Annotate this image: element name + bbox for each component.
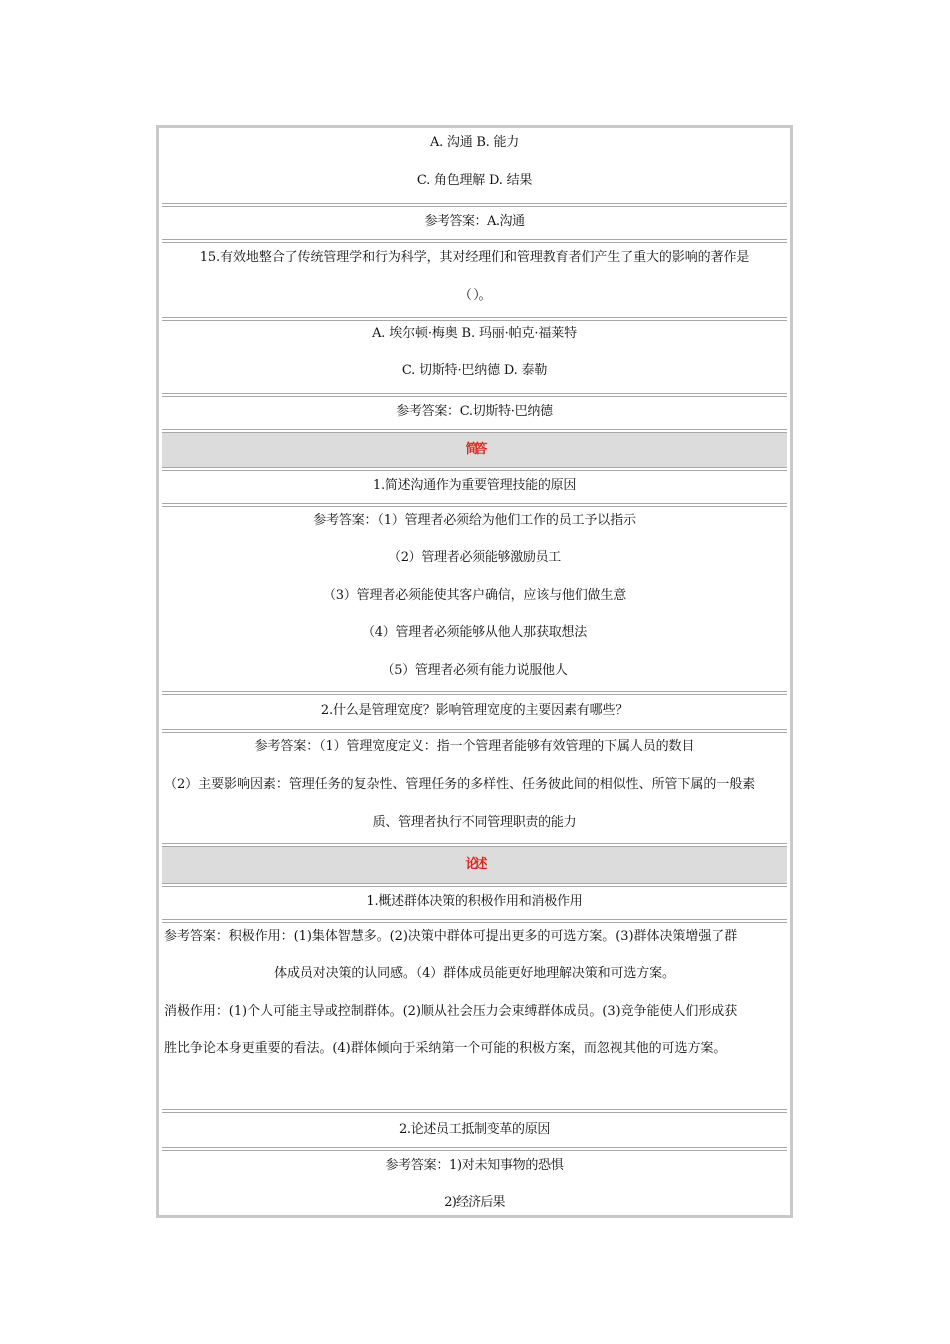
- es2-answer-line: 参考答案：1)对未知事物的恐惧: [385, 1158, 564, 1173]
- qa-table: [156, 125, 793, 1218]
- sa1-answer-line: （3）管理者必须能使其客户确信，应该与他们做生意: [322, 588, 627, 603]
- sa2-answer-row: [162, 732, 787, 844]
- sa2-answer-line: （2）主要影响因素：管理任务的复杂性、管理任务的多样性、任务彼此间的相似性、所管下属的一般素: [164, 777, 756, 792]
- es1-answer-line: 参考答案：积极作用：(1)集体智慧多。(2)决策中群体可提出更多的可选方案。(3)群体决策增强了群: [164, 929, 738, 944]
- sa1-question-row: [162, 470, 787, 504]
- sa1-question: 1.简述沟通作为重要管理技能的原因: [372, 478, 577, 493]
- sa1-answer-row: [162, 506, 787, 692]
- sa1-answer-line: （4）管理者必须能够从他人那获取想法: [361, 625, 588, 640]
- sa2-question-row: [162, 694, 787, 730]
- sa1-answer-line: （2）管理者必须能够激励员工: [388, 550, 561, 565]
- es2-question: 2.论述员工抵制变革的原因: [398, 1122, 551, 1137]
- q14-options-line-1: A. 沟通 B. 能力: [429, 135, 519, 150]
- es2-answer-row: [162, 1150, 787, 1215]
- es1-question: 1.概述群体决策的积极作用和消极作用: [366, 894, 583, 909]
- q15-answer-row: [162, 396, 787, 430]
- section-title-short-answer: 简答: [465, 442, 484, 457]
- section-header-short-answer: [162, 432, 787, 468]
- q15-question-line-1: 15.有效地整合了传统管理学和行为科学，其对经理们和管理教育者们产生了重大的影响的著作是: [199, 250, 750, 265]
- q14-options-row: [162, 128, 787, 204]
- section-title-essay: 论述: [465, 857, 484, 872]
- sa1-answer-line: （5）管理者必须有能力说服他人: [381, 663, 568, 678]
- es1-answer-line: 消极作用：(1)个人可能主导或控制群体。(2)顺从社会压力会束缚群体成员。(3)竞争能使人们形成获: [164, 1004, 738, 1019]
- q15-answer: 参考答案：C.切斯特·巴纳德: [396, 404, 553, 419]
- q15-options-line-2: C. 切斯特·巴纳德 D. 泰勒: [401, 363, 548, 378]
- q15-options-line-1: A. 埃尔顿·梅奥 B. 玛丽·帕克·福莱特: [372, 326, 577, 341]
- q14-answer: 参考答案：A.沟通: [424, 214, 525, 229]
- q14-options-line-2: C. 角色理解 D. 结果: [416, 173, 533, 188]
- q15-question-row: [162, 242, 787, 318]
- es1-answer-line: 体成员对决策的认同感。（4）群体成员能更好地理解决策和可选方案。: [274, 966, 675, 981]
- sa2-question: 2.什么是管理宽度？影响管理宽度的主要因素有哪些？: [320, 703, 629, 718]
- es1-question-row: [162, 886, 787, 920]
- sa2-answer-line: 参考答案：（1）管理宽度定义：指一个管理者能够有效管理的下属人员的数目: [254, 739, 695, 754]
- es1-answer-row: [162, 922, 787, 1110]
- q15-question-line-2: （ ）。: [458, 288, 491, 303]
- section-header-essay: [162, 846, 787, 884]
- q15-options-row: [162, 320, 787, 394]
- q14-answer-row: [162, 206, 787, 240]
- es2-answer-line: 2)经济后果: [444, 1195, 505, 1210]
- sa2-answer-line: 质、管理者执行不同管理职责的能力: [372, 815, 577, 830]
- es2-question-row: [162, 1112, 787, 1148]
- sa1-answer-line: 参考答案：（1）管理者必须给为他们工作的员工予以指示: [313, 513, 636, 528]
- es1-answer-line: 胜比争论本身更重要的看法。(4)群体倾向于采纳第一个可能的积极方案，而忽视其他的可选方案。: [164, 1041, 727, 1056]
